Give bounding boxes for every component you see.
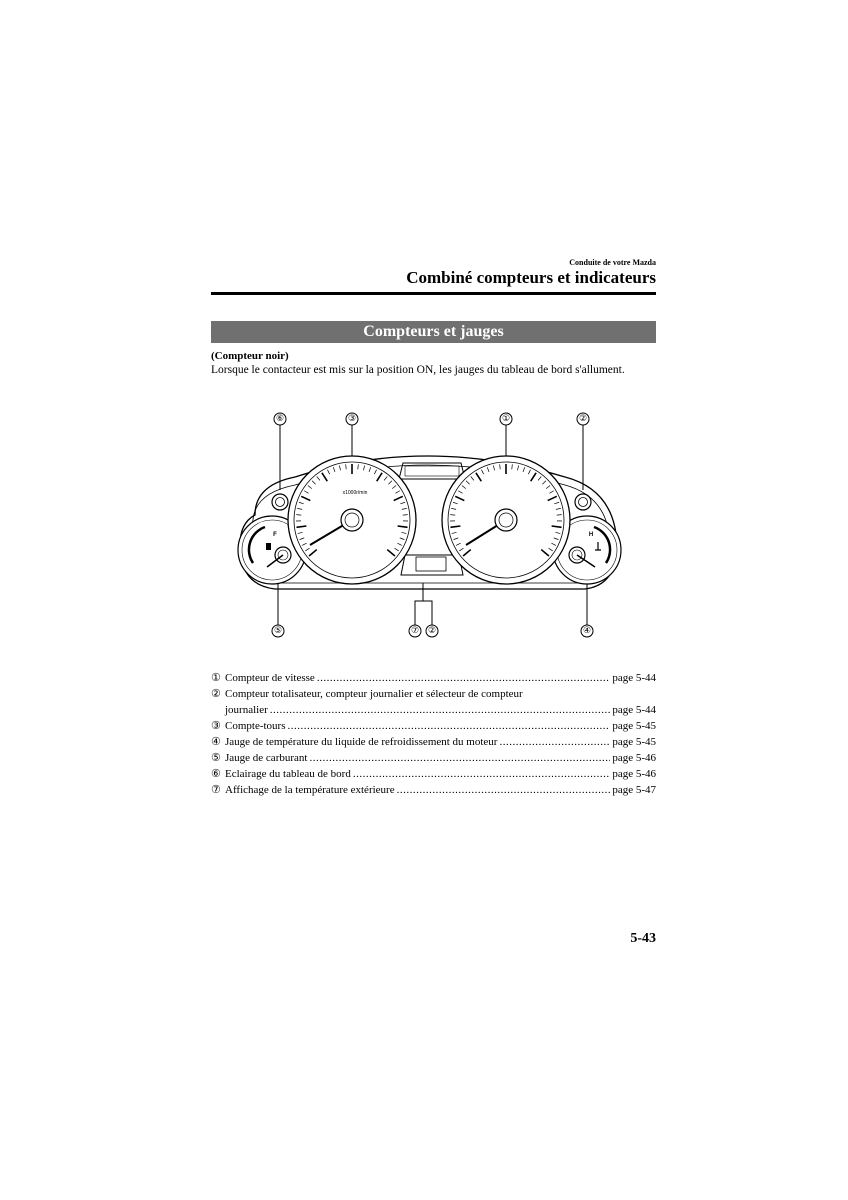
illumination-knob	[272, 494, 288, 510]
list-item: ② Compteur totalisateur, compteur journalier et sélecteur de compteur	[211, 688, 523, 700]
list-item-continuation: journalier ..... page 5-44	[211, 702, 656, 718]
list-item: ③ Compte-tours ..... page 5-45	[211, 718, 656, 734]
callout-2-bottom: ②	[427, 626, 437, 636]
callout-6: ⑥	[275, 414, 285, 424]
component-list	[211, 670, 656, 798]
callout-4: ④	[582, 626, 592, 636]
callout-7: ⑦	[410, 626, 420, 636]
instrument-cluster-diagram	[225, 405, 635, 645]
callout-5: ⑤	[273, 626, 283, 636]
temp-hot-label: H	[588, 532, 594, 538]
fuel-full-label: F	[273, 532, 277, 538]
speedometer	[442, 456, 570, 584]
callout-3: ③	[347, 414, 357, 424]
list-item: ④ Jauge de température du liquide de refroidissement du moteur ..... page 5-45	[211, 734, 656, 750]
tachometer	[288, 456, 416, 584]
intro-text: Lorsque le contacteur est mis sur la position ON, les jauges du tableau de bord s'allument.	[211, 364, 625, 376]
section-title: Combiné compteurs et indicateurs	[406, 268, 656, 287]
tach-unit-label: x1000r/min	[342, 490, 368, 496]
subheading: (Compteur noir)	[211, 350, 289, 362]
chapter-header: Conduite de votre Mazda	[569, 258, 656, 267]
header-rule	[211, 292, 656, 295]
fuel-pump-icon	[266, 543, 271, 550]
list-item: ⑤ Jauge de carburant ..... page 5-46	[211, 750, 656, 766]
page-number: 5-43	[630, 931, 656, 946]
callout-2-top: ②	[578, 414, 588, 424]
list-item: ① Compteur de vitesse ..... page 5-44	[211, 670, 656, 686]
trip-selector-knob	[575, 494, 591, 510]
list-item: ⑦ Affichage de la température extérieure ..... page 5-47	[211, 782, 656, 798]
list-item: ⑥ Eclairage du tableau de bord ..... page 5-46	[211, 766, 656, 782]
subsection-bar: Compteurs et jauges	[211, 321, 656, 343]
callout-1: ①	[501, 414, 511, 424]
